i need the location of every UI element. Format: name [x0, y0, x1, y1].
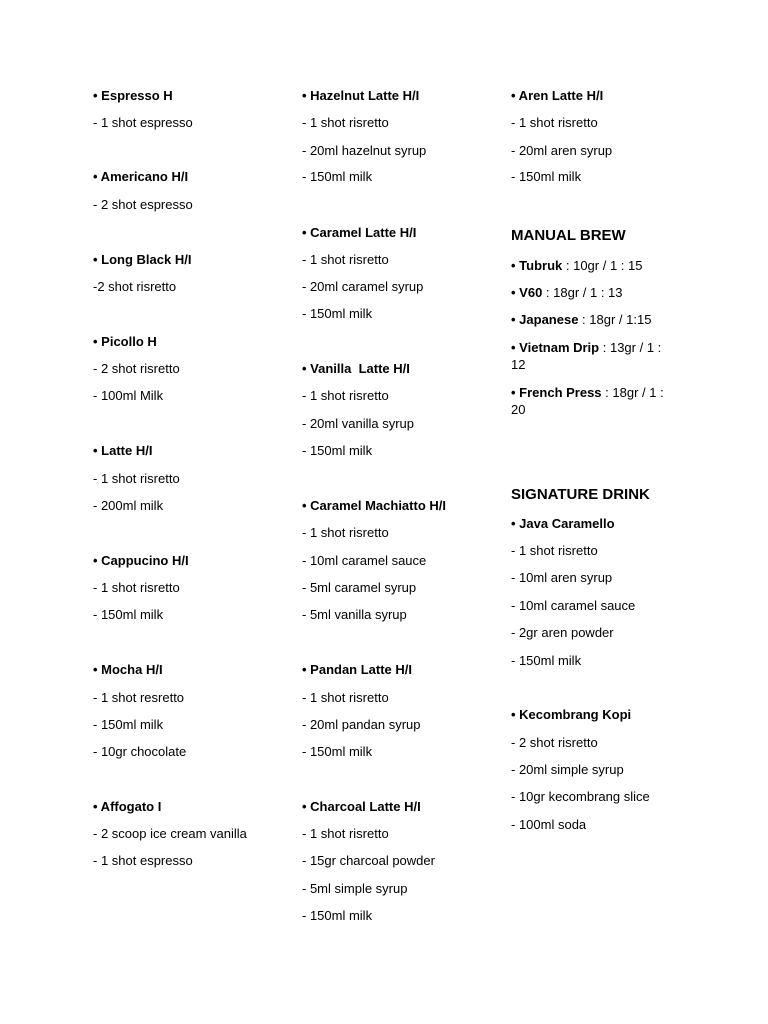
brew-name: • Japanese [511, 312, 579, 327]
item-line: - 200ml milk [93, 498, 164, 513]
item-line: - 2 shot risretto [93, 361, 180, 376]
item-americano-title: • Americano H/I [93, 169, 189, 184]
item-picollo-title: • Picollo H [93, 334, 157, 349]
item-line: - 2 shot espresso [93, 197, 193, 212]
item-line: - 10gr chocolate [93, 744, 187, 759]
item-line: - 15gr charcoal powder [302, 853, 435, 868]
item-line: - 1 shot risretto [93, 580, 180, 595]
item-line: - 1 shot risretto [302, 115, 389, 130]
item-line: - 1 shot risretto [302, 525, 389, 540]
item-line: - 1 shot risretto [511, 115, 598, 130]
brew-item-tubruk [511, 258, 642, 274]
brew-name: • Vietnam Drip [511, 340, 600, 355]
item-line: - 2 scoop ice cream vanilla [93, 826, 247, 841]
item-line: - 100ml Milk [93, 388, 164, 403]
item-line: - 10ml caramel sauce [302, 553, 427, 568]
item-kecombrang-kopi-title: • Kecombrang Kopi [511, 707, 632, 722]
item-line: - 5ml caramel syrup [302, 580, 417, 595]
item-line: - 10ml caramel sauce [511, 598, 636, 613]
item-line: - 150ml milk [302, 169, 373, 184]
item-line: - 100ml soda [511, 817, 587, 832]
signature-drink-heading: SIGNATURE DRINK [511, 486, 650, 503]
item-line: - 150ml milk [302, 908, 373, 923]
item-line: - 1 shot resretto [93, 690, 185, 705]
brew-name: • V60 [511, 285, 543, 300]
item-line: - 150ml milk [511, 169, 582, 184]
item-line: - 1 shot risretto [302, 388, 389, 403]
item-line: - 5ml vanilla syrup [302, 607, 407, 622]
item-line: - 20ml hazelnut syrup [302, 143, 427, 158]
item-mocha-title: • Mocha H/I [93, 662, 163, 677]
item-espresso-title: • Espresso H [93, 88, 173, 103]
item-line: - 1 shot risretto [302, 690, 389, 705]
brew-ratio: : 13gr / 1 : 12 [511, 340, 662, 372]
item-line: - 2 shot risretto [511, 735, 598, 750]
item-cappucino-title: • Cappucino H/I [93, 553, 189, 568]
item-line: - 10gr kecombrang slice [511, 789, 650, 804]
item-line: - 2gr aren powder [511, 625, 614, 640]
item-line: - 1 shot risretto [302, 826, 389, 841]
item-line: - 20ml vanilla syrup [302, 416, 414, 431]
item-java-caramello-title: • Java Caramello [511, 516, 615, 531]
item-line: - 150ml milk [302, 443, 373, 458]
brew-item-japanese [511, 312, 651, 328]
brew-ratio: : 10gr / 1 : 15 [562, 258, 643, 273]
item-line: - 10ml aren syrup [511, 570, 613, 585]
manual-brew-heading: MANUAL BREW [511, 227, 626, 244]
item-line: - 150ml milk [511, 653, 582, 668]
item-long-black-title: • Long Black H/I [93, 252, 192, 267]
item-line: - 150ml milk [302, 744, 373, 759]
item-charcoal-latte-title: • Charcoal Latte H/I [302, 799, 421, 814]
brew-item-vietnam-drip [511, 339, 679, 373]
brew-name: • Tubruk [511, 258, 563, 273]
brew-ratio: : 18gr / 1 : 20 [511, 385, 664, 417]
item-line: - 1 shot risretto [302, 252, 389, 267]
item-line: - 1 shot espresso [93, 115, 193, 130]
item-vanilla-latte-title: • Vanilla Latte H/I [302, 361, 410, 376]
item-line: - 150ml milk [93, 607, 164, 622]
item-pandan-latte-title: • Pandan Latte H/I [302, 662, 413, 677]
item-affogato-title: • Affogato I [93, 799, 162, 814]
item-line: - 20ml caramel syrup [302, 279, 424, 294]
item-caramel-latte-title: • Caramel Latte H/I [302, 225, 417, 240]
brew-item-french-press [511, 384, 679, 418]
item-line: - 20ml pandan syrup [302, 717, 421, 732]
item-line: -2 shot risretto [93, 279, 177, 294]
item-line: - 5ml simple syrup [302, 881, 408, 896]
item-line: - 1 shot espresso [93, 853, 193, 868]
item-hazelnut-latte-title: • Hazelnut Latte H/I [302, 88, 420, 103]
item-aren-latte-title: • Aren Latte H/I [511, 88, 604, 103]
brew-ratio: : 18gr / 1:15 [578, 312, 652, 327]
item-line: - 150ml milk [93, 717, 164, 732]
item-line: - 20ml aren syrup [511, 143, 613, 158]
item-line: - 1 shot risretto [511, 543, 598, 558]
brew-name: • French Press [511, 385, 602, 400]
brew-ratio: : 18gr / 1 : 13 [542, 285, 623, 300]
item-line: - 20ml simple syrup [511, 762, 624, 777]
brew-item-v60 [511, 285, 623, 301]
item-latte-title: • Latte H/I [93, 443, 153, 458]
item-line: - 1 shot risretto [93, 471, 180, 486]
item-caramel-machiatto-title: • Caramel Machiatto H/I [302, 498, 446, 513]
item-line: - 150ml milk [302, 306, 373, 321]
